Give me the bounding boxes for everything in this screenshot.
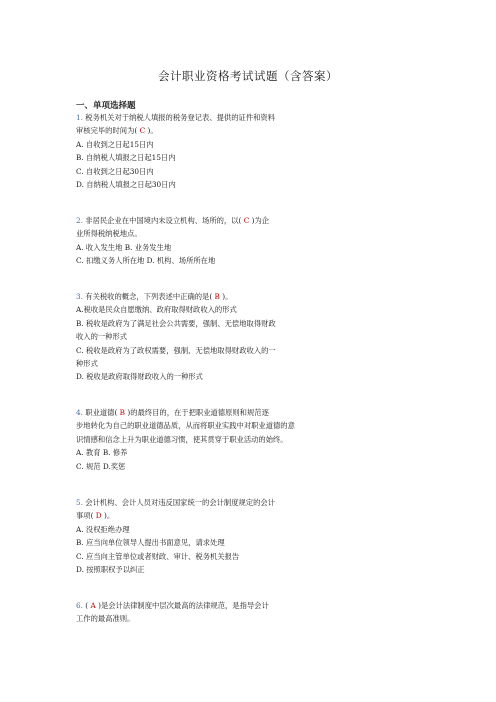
option: 收入的一种形式 xyxy=(76,332,128,342)
question-text: )。 xyxy=(103,511,115,521)
document-title: 会计职业资格考试试题（含答案） xyxy=(158,69,338,83)
question-stem xyxy=(76,406,436,419)
question-text: 税务机关对于纳税人填报的税务登记表、提供的证件和资料 xyxy=(85,113,276,122)
question-text: 职业道德( xyxy=(85,408,118,417)
question-3 xyxy=(76,290,436,384)
option: 种形式 xyxy=(76,358,98,368)
question-text: ( xyxy=(85,601,89,610)
question-text: )。 xyxy=(222,292,233,301)
option: B. 自纳税人填报之日起15日内 xyxy=(76,153,176,163)
question-2 xyxy=(76,214,436,268)
option: A. 自收到之日起15日内 xyxy=(76,139,154,149)
question-text: )是会计法律制度中层次最高的法律规范，是指导会计 xyxy=(98,601,269,610)
option: B. 税收是政府为了满足社会公共需要，强制、无偿地取得财政 xyxy=(76,318,276,328)
option: B. 应当向单位领导人提出书面意见，请求处理 xyxy=(76,538,225,548)
question-number: 2. xyxy=(76,216,83,225)
question-number: 6. xyxy=(76,601,83,610)
question-stem xyxy=(76,290,436,303)
option: D. 自纳税人填报之日起30日内 xyxy=(76,179,176,189)
question-number: 1. xyxy=(76,113,83,122)
question-text: 事项( xyxy=(76,511,94,521)
question-stem: 工作的最高准则。 xyxy=(76,614,135,624)
option: C. 税收是政府为了政权需要，强制、无偿地取得财政收入的一 xyxy=(76,345,276,355)
answer-letter: A xyxy=(90,601,96,610)
question-text: 审核完毕的时间为( xyxy=(76,126,138,136)
question-stem: 步地转化为自己的职业道德品质，从而将职业实践中对职业道德的意 xyxy=(76,421,295,431)
question-stem xyxy=(76,509,436,522)
question-text: 有关税收的概念，下列表述中正确的是( xyxy=(85,292,213,301)
question-stem xyxy=(76,124,436,137)
question-text: )。 xyxy=(147,126,158,136)
question-1 xyxy=(76,111,436,191)
question-stem: 业所得税纳税地点。 xyxy=(76,229,142,239)
question-text: 非居民企业在中国境内未设立机构、场所的，以( xyxy=(85,216,242,225)
option: D. 按照职权予以纠正 xyxy=(76,564,145,574)
option: C. 扣缴义务人所在地 D. 机构、场所所在地 xyxy=(76,256,216,266)
question-text: )为企 xyxy=(251,216,270,225)
answer-letter: C xyxy=(139,126,146,136)
option: C. 应当向主管单位或者财政、审计、税务机关报告 xyxy=(76,551,240,561)
option: A. 教育 B. 修养 xyxy=(76,448,128,458)
option: C. 自收到之日起30日内 xyxy=(76,166,154,176)
question-stem xyxy=(76,496,436,509)
answer-letter: D xyxy=(95,511,102,521)
question-stem xyxy=(76,214,436,227)
option: A. 没权拒绝办理 xyxy=(76,524,130,534)
question-number: 5. xyxy=(76,498,83,507)
option: A. 收入发生地 B. 业务发生地 xyxy=(76,242,172,252)
option: D. 税收是政府取得财政收入的一种形式 xyxy=(76,372,203,382)
section-heading: 一、单项选择题 xyxy=(76,101,136,111)
answer-letter: B xyxy=(214,292,220,301)
question-stem xyxy=(76,599,436,612)
question-5 xyxy=(76,496,436,576)
question-text: )的最终目的，在于把职业道德原则和规范逐 xyxy=(127,408,269,417)
answer-letter: C xyxy=(243,216,250,225)
question-6 xyxy=(76,599,436,626)
question-text: 会计机构、会计人员对违反国家统一的会计制度规定的会计 xyxy=(85,498,276,507)
answer-letter: B xyxy=(119,408,126,417)
question-stem: 识情感和信念上升为职业道德习惯，使其贯穿于职业活动的始终。 xyxy=(76,434,288,444)
option: C. 规范 D.奖惩 xyxy=(76,461,126,471)
question-number: 3. xyxy=(76,292,83,301)
question-4 xyxy=(76,406,436,473)
question-stem xyxy=(76,111,436,124)
option: A.税收是民众自愿缴纳、政府取得财政收入的形式 xyxy=(76,305,237,315)
question-number: 4. xyxy=(76,408,83,417)
